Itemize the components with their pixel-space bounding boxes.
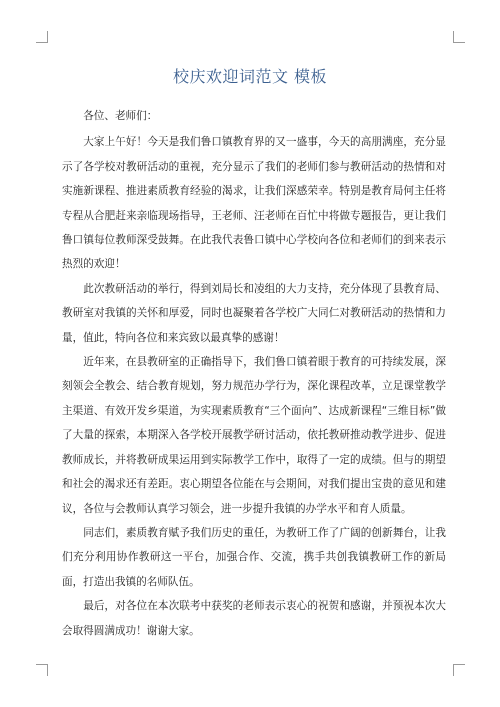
paragraph-call-to-action: 同志们，素质教育赋予我们历史的重任，为教研工作了广阔的创新舞台，让我们充分利用协作教研这一平台，加强合作、交流，携手共创我镇教研工作的新局面，打造出我镇的名师队伍。 [62,526,446,588]
crop-mark-bottom-right [453,664,465,676]
crop-mark-bottom-left [36,664,48,676]
salutation: 各位、老师们： [83,110,158,122]
document-title: 校庆欢迎词范文 模板 [172,67,328,86]
paragraph-greeting: 大家上午好！今天是我们鲁口镇教育界的又一盛事，今天的高朋满座，充分显示了各学校对教研活动的重视，充分显示了我们的老师们参与教研活动的热情和对实施新课程、推进素质教育经验的渴求，让我们深感荣幸。特别是教育局何主任将专程从合肥赶来亲临现场指导，王老师、汪老师在百忙中将做专题报告，更让我们鲁口镇每位教师深受鼓舞。在此我代表鲁口镇中心学校向各位和老师们的到来表示热烈的欢迎！ [62,136,446,271]
paragraph-thanks: 此次教研活动的举行，得到刘局长和凌组的大力支持，充分体现了县教育局、教研室对我镇的关怀和厚爱，同时也凝聚着各学校广大同仁对教研活动的热情和力量，值此，特向各位和来宾致以最真挚的感谢！ [62,282,446,344]
paragraph-achievements: 近年来，在县教研室的正确指导下，我们鲁口镇着眼于教育的可持续发展，深刻领会全教会、结合教育规划，努力规范办学行为，深化课程改革，立足课堂教学主渠道、有效开发乡渠道，为实现素质教育“三个面向”、达成新课程“三维目标”做了大量的探索，本期深入各学校开展教学研讨活动，依托教研推动教学进步、促进教师成长，并将教研成果运用到实际教学工作中，取得了一定的成绩。但与的期望和社会的渴求还有差距。衷心期望各位能在与会期间，对我们提出宝贵的意见和建议，各位与会教师认真学习领会，进一步提升我镇的办学水平和育人质量。 [62,356,446,515]
crop-mark-top-left [36,31,48,43]
paragraph-closing: 最后，对各位在本次联考中获奖的老师表示衷心的祝贺和感谢，并预祝本次大会取得圆满成功！谢谢大家。 [62,600,446,637]
crop-mark-top-right [453,31,465,43]
document-body [62,104,446,643]
